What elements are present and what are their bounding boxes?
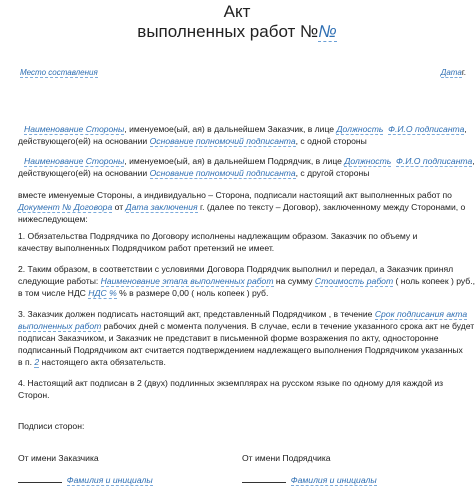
date-row [441,68,466,77]
clause2-line2-mid: на сумму [273,276,315,286]
clause2-line2 [18,276,475,287]
signing-term-field-b[interactable]: выполненных работ [18,321,102,331]
clause1-line2: качеству выполненных Подрядчиком работ претензий не имеет. [18,243,275,253]
party1-name-field[interactable]: Наименование Стороны [24,124,125,134]
party2-text2: действующего(ей) на основании [18,168,150,178]
contractor-signature-line[interactable] [242,474,286,483]
act-number-field[interactable]: № [318,22,337,41]
date-field[interactable]: Дата [440,68,462,77]
clause3-line5-tail: настоящего акта обязательств. [39,357,166,367]
clause2-line1: 2. Таким образом, в соответствии с условиями Договора Подрядчик выполнил и передал, а Заказчик принял [18,264,454,274]
signing-term-field-a[interactable]: Срок подписания акта [374,309,468,319]
document-field[interactable]: Документ [18,202,60,212]
intro-line2 [18,202,468,213]
customer-name-field[interactable]: Фамилия и инициалы [66,475,153,485]
clause3-line1 [18,309,468,320]
clause3-line5-pre: в п. [18,357,35,367]
party2-authority-field[interactable]: Основание полномочий подписанта [149,168,296,178]
party1-position-field[interactable]: Должность [336,124,384,134]
clause3-line4: подписанный Подрядчиком акт считается подтверждением надлежащего выполнения Подрядчиком указанных [18,345,463,355]
clause3-line2 [18,321,475,332]
clause2-line2-pre: следующие работы: [18,276,101,286]
party2-line2 [18,168,468,179]
party1-text2: действующего(ей) на основании [18,136,150,146]
party2-line1 [24,156,474,167]
customer-signature-line[interactable] [18,474,62,483]
point-ref-field[interactable]: 2 [34,357,40,367]
party2-position-field[interactable]: Должность [344,156,392,166]
title-text: выполненных работ № [137,22,319,41]
party1-text1: , именуемое(ый, ая) в дальнейшем Заказчик, в лице [124,124,337,134]
party1-text3: , с одной стороны [295,136,367,146]
signatures-heading: Подписи сторон: [18,421,85,431]
contract-date-field[interactable]: Дата заключения [125,202,198,212]
contractor-label: От имени Подрядчика [242,453,331,463]
clause3-line3: подписан Заказчиком, и Заказчик не представит в письменной форме возражения по акту, односторонне [18,333,439,343]
party2-fio-field[interactable]: Ф.И.О подписанта [396,156,473,166]
intro-line1: вместе именуемые Стороны, а индивидуально – Сторона, подписали настоящий акт выполненных работ по [18,190,452,200]
party1-line1 [24,124,474,135]
party1-line2 [18,136,468,147]
party1-authority-field[interactable]: Основание полномочий подписанта [149,136,296,146]
clause4-line1: 4. Настоящий акт подписан в 2 (двух) подлинных экземплярах на русском языке по одному для каждой из [18,378,444,388]
contractor-name-field[interactable]: Фамилия и инициалы [290,475,377,485]
clause3-line5 [18,357,468,368]
customer-label: От имени Заказчика [18,453,99,463]
place-row [20,68,98,77]
intro-line2-tail: г. (далее по тексту – Договор), заключенному между Сторонами, о [197,202,466,212]
clause1-line1: 1. Обязательства Подрядчика по Договору исполнены надлежащим образом. Заказчик по объему и [18,231,418,241]
clause3-line2-tail: рабочих дней с момента получения. В случае, если в течение указанного срока акт не будет [101,321,475,331]
contract-number-field[interactable]: № Договора [62,202,113,212]
clause2-line3 [18,288,468,299]
doc-title-line1: Акт [223,2,251,21]
contractor-signature-row [242,474,462,486]
clause3-line1-pre: 3. Заказчик должен подписать настоящий акт, представленный Подрядчиком , в течение [18,309,375,319]
intro-from: от [112,202,126,212]
clause4-line2: Сторон. [18,390,50,400]
party2-comma: , [472,156,475,166]
place-field[interactable]: Место составления [20,68,98,77]
party1-comma: , [464,124,467,134]
clause2-line3-mid: % в размере 0,00 ( ноль копеек ) руб. [116,288,269,298]
intro-line3: нижеследующем: [18,214,88,224]
clause2-line3-pre: в том числе НДС [18,288,89,298]
doc-title-line2 [0,22,474,42]
party1-fio-field[interactable]: Ф.И.О подписанта [388,124,465,134]
party2-text1: , именуемое(ый, ая) в дальнейшем Подрядчик, в лице [124,156,345,166]
vat-field[interactable]: НДС % [88,288,117,298]
clause2-line2-tail: ( ноль копеек ) руб., [393,276,475,286]
party2-text3: , с другой стороны [295,168,370,178]
party2-name-field[interactable]: Наименование Стороны [24,156,125,166]
work-cost-field[interactable]: Стоимость работ [314,276,394,286]
date-suffix: г. [461,68,466,77]
work-stage-field[interactable]: Наименование этапа выполненных работ [100,276,274,286]
